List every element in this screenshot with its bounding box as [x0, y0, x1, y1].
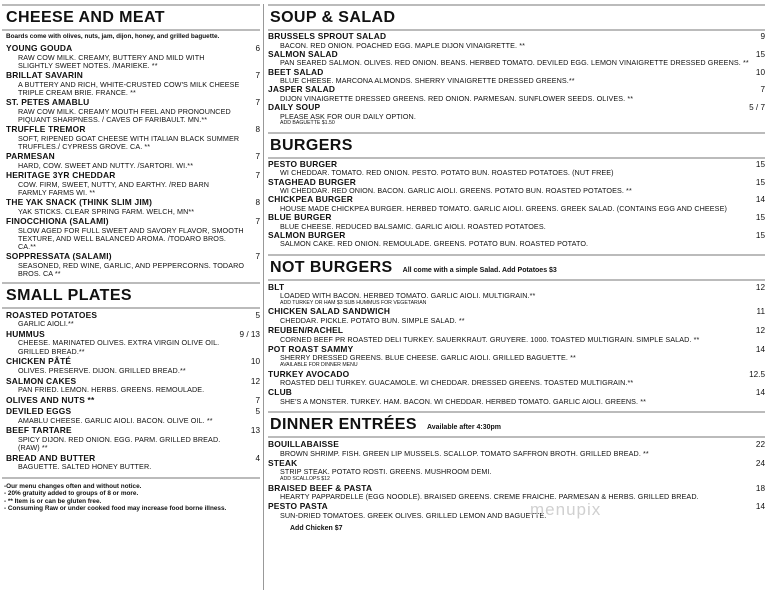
- item-price: 7: [255, 171, 260, 181]
- item-price: 12: [250, 376, 260, 386]
- add-chicken-note: Add Chicken $7: [290, 525, 343, 533]
- item-name: BRAISED BEEF & PASTA: [268, 482, 373, 493]
- item-price: 13: [250, 426, 260, 436]
- item-description: GARLIC AIOLI.**: [18, 319, 74, 329]
- item-name: POT ROAST SAMMY: [268, 343, 354, 354]
- item-price: 8: [255, 125, 260, 135]
- item-description: PIQUANT SHARPNESS. / CAVES OF FARIBAULT. MN.**: [18, 114, 208, 124]
- item-description: HEARTY PAPPARDELLE (EGG NOODLE). BRAISED GREENS. CREME FRAICHE. PARMESAN & HERBS. GRILLED BREAD.: [280, 492, 699, 502]
- menu-item: [6, 311, 260, 329]
- item-price: 11: [756, 307, 765, 317]
- not-burgers-list: [268, 281, 765, 406]
- item-description: COW. FIRM, SWEET, NUTTY, AND EARTHY. /RED BARN: [18, 179, 210, 189]
- item-price: 7: [255, 217, 260, 227]
- item-price: 12.5: [749, 369, 765, 379]
- item-price: 7: [760, 85, 765, 95]
- menu-item: [268, 502, 765, 520]
- not-burgers-note: All come with a simple Salad. Add Potatoes $3: [402, 266, 557, 274]
- item-name: THE YAK SNACK (THINK SLIM JIM): [6, 197, 153, 208]
- item-name: PESTO PASTA: [268, 501, 328, 512]
- item-name: DEVILED EGGS: [6, 406, 72, 417]
- dinner-note: Available after 4:30pm: [426, 424, 502, 432]
- item-description: A BUTTERY AND RICH, WHITE-CRUSTED COW'S MILK CHEESE: [18, 79, 240, 89]
- item-description: LOADED WITH BACON. HERBED TOMATO. GARLIC AIOLI. MULTIGRAIN.**: [280, 291, 536, 301]
- item-name: BEEF TARTARE: [6, 425, 72, 436]
- item-description: RAW COW MILK. CREAMY, BUTTERY AND MILD WITH: [18, 52, 205, 62]
- menu-item: [6, 125, 260, 151]
- burgers-heading: BURGERS: [270, 136, 353, 154]
- menu-item: [268, 213, 765, 231]
- item-name: PARMESAN: [6, 151, 55, 162]
- item-price: 7: [255, 98, 260, 108]
- item-name: OLIVES AND NUTS **: [6, 395, 95, 406]
- dinner-rule: [268, 411, 765, 413]
- menu-item: [6, 454, 260, 472]
- cheese-intro: Boards come with olives, nuts, jam, dijon, honey, and grilled baguette.: [6, 33, 220, 40]
- item-name: FINOCCHIONA (SALAMI): [6, 216, 109, 227]
- dinner-list: [268, 438, 765, 520]
- item-price: 22: [755, 440, 765, 450]
- footnotes: [2, 479, 260, 513]
- menu-item: [6, 407, 260, 425]
- item-name: SALMON CAKES: [6, 375, 77, 386]
- item-name: ST. PETES AMABLU: [6, 97, 90, 108]
- item-description: BROS. CA **: [18, 269, 61, 279]
- item-name: CLUB: [268, 387, 293, 398]
- item-price: 4: [255, 453, 260, 463]
- item-description: SHERRY DRESSED GREENS. BLUE CHEESE. GARLIC AIOLI. GRILLED BAGUETTE. **: [280, 353, 576, 363]
- top-rule-left: [2, 4, 260, 6]
- menu-item: [268, 345, 765, 369]
- item-description: SHE'S A MONSTER. TURKEY. HAM. BACON. WI CHEDDAR. HERBED TOMATO. GARLIC AIOLI. GREENS. **: [280, 396, 647, 406]
- item-name: BOUILLABAISSE: [268, 439, 339, 450]
- footnote-line: - ** Item is or can be gluten free.: [4, 497, 102, 505]
- dinner-header: [270, 416, 765, 434]
- item-price: 14: [755, 195, 765, 205]
- item-price: 15: [755, 49, 765, 59]
- cheese-heading: CHEESE AND MEAT: [6, 9, 165, 26]
- item-name: DAILY SOUP: [268, 102, 321, 113]
- item-description: (RAW) **: [18, 443, 48, 453]
- item-description: HOUSE MADE CHICKPEA BURGER. HERBED TOMATO. GARLIC AIOLI. GREENS. GREEK SALAD. (CONTAINS EGG AND CHEESE): [280, 203, 727, 213]
- column-divider: [263, 4, 264, 590]
- item-addon-note: ADD TURKEY OR HAM $3 SUB HUMMUS FOR VEGETARIAN: [280, 299, 427, 306]
- item-name: CHICKPEA BURGER: [268, 194, 354, 205]
- item-price: 7: [255, 396, 260, 406]
- menu-item: [268, 32, 765, 50]
- item-name: SALMON SALAD: [268, 48, 338, 59]
- item-price: 24: [755, 458, 765, 468]
- item-price: 5: [255, 310, 260, 320]
- item-price: 7: [255, 252, 260, 262]
- left-column: [2, 0, 260, 512]
- menu-item: [6, 217, 260, 251]
- item-name: HERITAGE 3YR CHEDDAR: [6, 170, 116, 181]
- menu-item: [268, 178, 765, 196]
- item-description: PAN FRIED. LEMON. HERBS. GREENS. REMOULADE.: [18, 385, 205, 395]
- item-price: 8: [255, 198, 260, 208]
- item-name: JASPER SALAD: [268, 84, 336, 95]
- item-description: WI CHEDDAR. TOMATO. RED ONION. PESTO. POTATO BUN. ROASTED POTATOES. (NUT FREE): [280, 168, 614, 178]
- item-name: SALMON BURGER: [268, 229, 346, 240]
- item-price: 10: [755, 67, 765, 77]
- menu-item: [6, 330, 260, 356]
- item-price: 10: [250, 357, 260, 367]
- item-description: CHEDDAR. PICKLE. POTATO BUN. SIMPLE SALAD. **: [280, 315, 465, 325]
- menu-item: [6, 357, 260, 375]
- item-price: 14: [755, 502, 765, 512]
- item-description: WI CHEDDAR. RED ONION. BACON. GARLIC AIOLI. GREENS. POTATO BUN. ROASTED POTATOES. **: [280, 186, 632, 196]
- item-description: SEASONED, RED WINE, GARLIC, AND PEPPERCORNS. TODARO: [18, 260, 245, 270]
- item-name: CHICKEN SALAD SANDWICH: [268, 306, 391, 317]
- item-price: 5 / 7: [749, 103, 765, 113]
- menu-item: [268, 459, 765, 483]
- menu-item: [268, 85, 765, 103]
- footnote-line: -Our menu changes often and without notice.: [4, 482, 142, 490]
- item-name: BRILLAT SAVARIN: [6, 70, 83, 81]
- small-plates-rule: [2, 282, 260, 284]
- soup-heading: SOUP & SALAD: [270, 9, 396, 26]
- menu-item: [268, 103, 765, 127]
- item-price: 6: [255, 44, 260, 53]
- not-burgers-header: [270, 259, 765, 277]
- footnote-line: - 20% gratuity added to groups of 8 or more.: [4, 490, 139, 498]
- menu-item: [268, 370, 765, 388]
- menu-item: [268, 307, 765, 325]
- menu-item: [268, 195, 765, 213]
- item-name: REUBEN/RACHEL: [268, 325, 344, 336]
- item-description: HARD, COW. SWEET AND NUTTY. /SARTORI. WI.**: [18, 160, 194, 170]
- item-price: 7: [255, 152, 260, 162]
- item-price: 7: [255, 71, 260, 81]
- item-description: STRIP STEAK. POTATO ROSTI. GREENS. MUSHROOM DEMI.: [280, 467, 492, 477]
- item-description: BROWN SHRIMP. FISH. GREEN LIP MUSSELS. SCALLOP. TOMATO SAFFRON BROTH. GRILLED BREAD. **: [280, 448, 649, 458]
- item-name: BREAD AND BUTTER: [6, 452, 96, 463]
- item-price: 15: [755, 159, 765, 169]
- burgers-list: [268, 159, 765, 249]
- item-price: 15: [755, 230, 765, 240]
- item-price: 9: [760, 32, 765, 41]
- item-name: ROASTED POTATOES: [6, 309, 98, 320]
- item-addon-note: AVAILABLE FOR DINNER MENU: [280, 361, 358, 368]
- dinner-heading: DINNER ENTRÉES: [270, 416, 417, 434]
- menu-item: [268, 440, 765, 458]
- item-description: CHEESE. MARINATED OLIVES. EXTRA VIRGIN OLIVE OIL.: [18, 338, 220, 348]
- item-description: CA.**: [18, 242, 37, 252]
- item-addon-note: ADD SCALLOPS $12: [280, 475, 330, 482]
- item-description: SOFT, RIPENED GOAT CHEESE WITH ITALIAN BLACK SUMMER: [18, 133, 240, 143]
- item-description: ROASTED DELI TURKEY. GUACAMOLE. WI CHEDDAR. DRESSED GREENS. TOASTED MULTIGRAIN.**: [280, 378, 634, 388]
- menu-item: [268, 484, 765, 502]
- item-description: OLIVES. PRESERVE. DIJON. GRILLED BREAD.**: [18, 365, 186, 375]
- item-name: TRUFFLE TREMOR: [6, 124, 86, 135]
- menu-item: [6, 71, 260, 97]
- item-price: 9 / 13: [239, 329, 260, 339]
- soup-list: [268, 31, 765, 127]
- item-description: BLUE CHEESE. REDUCED BALSAMIC. GARLIC AIOLI. ROASTED POTATOES.: [280, 221, 546, 231]
- item-name: HUMMUS: [6, 328, 45, 339]
- burgers-rule: [268, 132, 765, 134]
- item-price: 18: [755, 483, 765, 493]
- top-rule-right: [268, 4, 765, 6]
- menu-item: [268, 283, 765, 307]
- item-name: TURKEY AVOCADO: [268, 368, 350, 379]
- small-plates-list: [2, 309, 260, 472]
- item-price: 15: [755, 213, 765, 223]
- not-burgers-rule: [268, 254, 765, 256]
- item-description: SPICY DIJON. RED ONION. EGG. PARM. GRILLED BREAD.: [18, 434, 221, 444]
- item-description: FARMLY FARMS WI. **: [18, 187, 96, 197]
- item-name: YOUNG GOUDA: [6, 43, 73, 53]
- menu-item: [6, 44, 260, 70]
- menu-item: [6, 426, 260, 452]
- small-plates-heading: SMALL PLATES: [6, 286, 132, 304]
- item-description: SLOW AGED FOR FULL SWEET AND SAVORY FLAVOR, SMOOTH: [18, 225, 244, 235]
- menu-item: [6, 98, 260, 124]
- menu-item: [268, 388, 765, 406]
- item-description: TRIPLE CREAM BRIE. FRANCE. **: [18, 87, 136, 97]
- item-description: PLEASE ASK FOR OUR DAILY OPTION.: [280, 111, 416, 121]
- menu-item: [268, 231, 765, 249]
- item-description: BACON. RED ONION. POACHED EGG. MAPLE DIJON VINAIGRETTE. **: [280, 40, 526, 50]
- item-price: 14: [755, 344, 765, 354]
- menu-item: [6, 396, 260, 406]
- item-description: SALMON CAKE. RED ONION. REMOULADE. GREENS. POTATO BUN. ROASTED POTATO.: [280, 239, 589, 249]
- watermark: menupix: [530, 500, 602, 519]
- item-price: 15: [755, 177, 765, 187]
- item-description: PAN SEARED SALMON. OLIVES. RED ONION. BEANS. HERBED TOMATO. DEVILED EGG. LEMON VINAIGRETTE DRESSED GREENS. **: [280, 58, 749, 68]
- item-name: BRUSSELS SPROUT SALAD: [268, 31, 387, 41]
- menu-item: [6, 377, 260, 395]
- item-name: CHICKEN PÂTÉ: [6, 356, 72, 367]
- item-addon-note: ADD BAGUETTE $1.50: [280, 119, 335, 126]
- footnote-line: - Consuming Raw or under cooked food may increase food borne illness.: [4, 504, 227, 512]
- item-description: YAK STICKS. CLEAR SPRING FARM. WELCH, MN**: [18, 206, 195, 216]
- item-description: AMABLU CHEESE. GARLIC AIOLI. BACON. OLIVE OIL. **: [18, 415, 213, 425]
- menu-item: [6, 198, 260, 216]
- item-description: TRUFFLES./ CYPRESS GROVE. CA. **: [18, 142, 151, 152]
- item-description: SLIGHTLY SWEET NOTES. /MARIEKE. **: [18, 60, 158, 70]
- item-description: BLUE CHEESE. MARCONA ALMONDS. SHERRY VINAIGRETTE DRESSED GREENS.**: [280, 76, 575, 86]
- cheese-list: [2, 44, 260, 279]
- item-name: BEET SALAD: [268, 66, 324, 77]
- item-name: BLT: [268, 281, 285, 292]
- item-name: STEAK: [268, 457, 298, 468]
- menu-item: [6, 171, 260, 197]
- item-price: 12: [755, 326, 765, 336]
- right-column: [268, 0, 765, 533]
- item-description: SUN-DRIED TOMATOES. GREEK OLIVES. GRILLED LEMON AND BAGUETTE.: [280, 510, 547, 520]
- item-description: GRILLED BREAD.**: [18, 346, 85, 356]
- item-name: BLUE BURGER: [268, 212, 332, 223]
- menu-item: [6, 152, 260, 170]
- menu-item: [268, 160, 765, 178]
- item-description: TEXTURE, AND WELL BALANCED AROMA. /TODARO BROS.: [18, 233, 226, 243]
- item-price: 14: [755, 388, 765, 398]
- item-name: SOPPRESSATA (SALAMI): [6, 251, 112, 262]
- menu-item: [268, 50, 765, 68]
- item-description: CORNED BEEF PR ROASTED DELI TURKEY. SAUERKRAUT. GRUYERE. 1000. TOASTED MULTIGRAIN. SIMPLE SALAD. **: [280, 334, 700, 344]
- not-burgers-heading: NOT BURGERS: [270, 258, 393, 276]
- item-description: RAW COW MILK. CREAMY MOUTH FEEL AND PRONOUNCED: [18, 106, 231, 116]
- item-description: DIJON VINAIGRETTE DRESSED GREENS. RED ONION. PARMESAN. SUNFLOWER SEEDS. OLIVES. **: [280, 93, 634, 103]
- item-price: 5: [255, 407, 260, 417]
- menu-item: [268, 68, 765, 86]
- menu-item: [268, 326, 765, 344]
- item-name: PESTO BURGER: [268, 158, 338, 169]
- item-price: 12: [755, 282, 765, 292]
- item-name: STAGHEAD BURGER: [268, 176, 356, 187]
- menu-item: [6, 252, 260, 278]
- item-description: BAGUETTE. SALTED HONEY BUTTER.: [18, 462, 152, 472]
